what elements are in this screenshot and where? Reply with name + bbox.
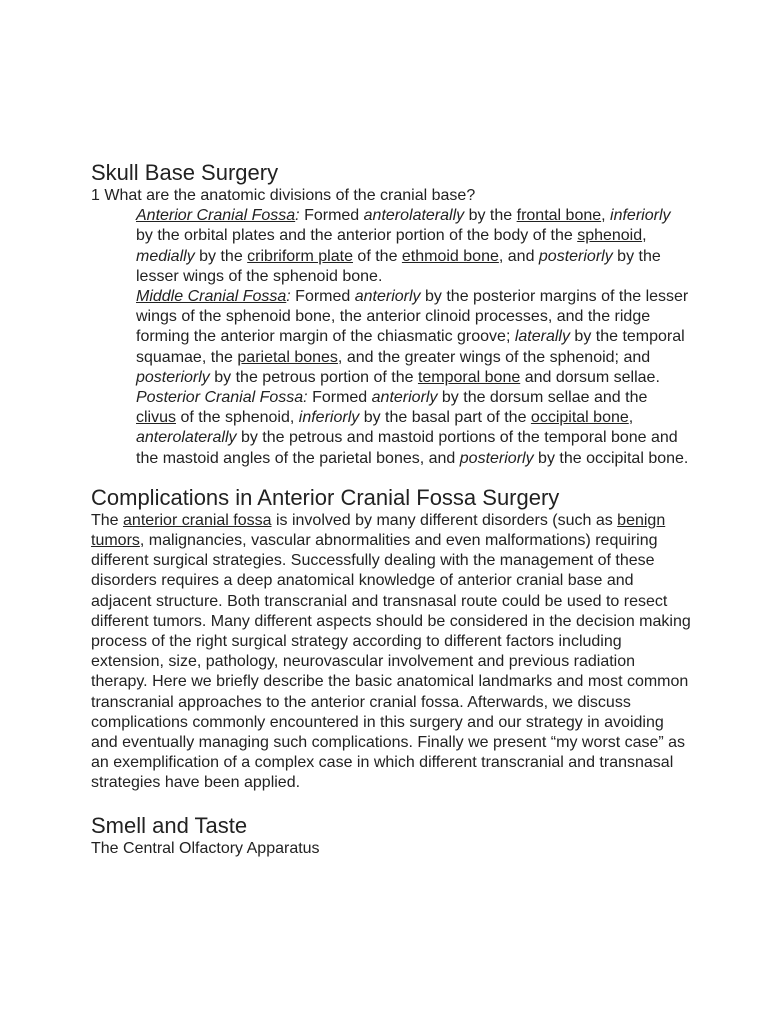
question-text: 1 What are the anatomic divisions of the cranial base? xyxy=(91,187,476,204)
link-benign-tumors[interactable]: benign tumors xyxy=(91,511,666,550)
section-complications xyxy=(91,485,691,794)
posterior-fossa-paragraph: Posterior Cranial Fossa: Formed anteriorly by the dorsum sellae and the clivus of the sphenoid, inferiorly by the basal part of the occipital bone, anterolaterally by the petrous and mastoid portions of the temporal bone and the mastoid angles of the parietal bones, and posteriorly by the occipital bone. xyxy=(136,389,689,467)
section-smell-and-taste xyxy=(91,813,691,859)
link-occipital-bone[interactable]: occipital bone xyxy=(530,409,629,427)
anterior-fossa-label[interactable]: Anterior Cranial Fossa xyxy=(136,207,296,225)
section-title: Complications in Anterior Cranial Fossa Surgery xyxy=(91,484,560,510)
link-parietal-bones[interactable]: parietal bones xyxy=(237,348,338,366)
section-skull-base-surgery xyxy=(91,160,691,469)
section-title: Skull Base Surgery xyxy=(91,160,279,185)
complications-paragraph: The anterior cranial fossa is involved by many different disorders (such as benign tumors, malignancies, vascular abnormalities and even malformations) requiring different surgical strategies. Successfully dealing with the management of these disorders requires a deep anatomical knowledge of anterior cranial base and adjacent structure. Both transcranial and transnasal route could be used to resect different tumors. Many different aspects should be considered in the decision making process of the right surgical strategy according to different factors including extension, size, pathology, neurovascular involvement and previous radiation therapy. Here we briefly describe the basic anatomical landmarks and most common transcranial approaches to the anterior cranial fossa. Afterwards, we discuss complications commonly encountered in this surgery and our strategy in avoiding and eventually managing such complications. Finally we present “my worst case” as an exemplification of a complex case in which different transcranial and transnasal strategies have been applied. xyxy=(91,511,691,792)
link-clivus[interactable]: clivus xyxy=(136,409,177,427)
anterior-fossa-paragraph: Anterior Cranial Fossa: Formed anterolaterally by the frontal bone, inferiorly by the orbital plates and the anterior portion of the body of the sphenoid, medially by the cribriform plate of the ethmoid bone, and posteriorly by the lesser wings of the sphenoid bone. xyxy=(136,207,671,285)
middle-fossa-label[interactable]: Middle Cranial Fossa xyxy=(136,288,287,306)
link-frontal-bone[interactable]: frontal bone xyxy=(516,207,602,225)
link-temporal-bone[interactable]: temporal bone xyxy=(417,368,521,386)
link-anterior-cranial-fossa[interactable]: anterior cranial fossa xyxy=(123,511,272,529)
document-body xyxy=(91,160,691,859)
middle-fossa-paragraph: Middle Cranial Fossa: Formed anteriorly by the posterior margins of the lesser wings of the sphenoid bone, the anterior clinoid processes, and the ridge forming the anterior margin of the chiasmatic groove; laterally by the temporal squamae, the parietal bones, and the greater wings of the sphenoid; and posteriorly by the petrous portion of the temporal bone and dorsum sellae. xyxy=(136,288,689,386)
section-subtitle: The Central Olfactory Apparatus xyxy=(91,839,320,857)
link-ethmoid-bone[interactable]: ethmoid bone xyxy=(401,247,499,265)
link-sphenoid[interactable]: sphenoid xyxy=(577,227,643,245)
section-title: Smell and Taste xyxy=(91,812,248,838)
link-cribriform-plate[interactable]: cribriform plate xyxy=(247,247,353,265)
posterior-fossa-label: Posterior Cranial Fossa: xyxy=(136,389,308,407)
